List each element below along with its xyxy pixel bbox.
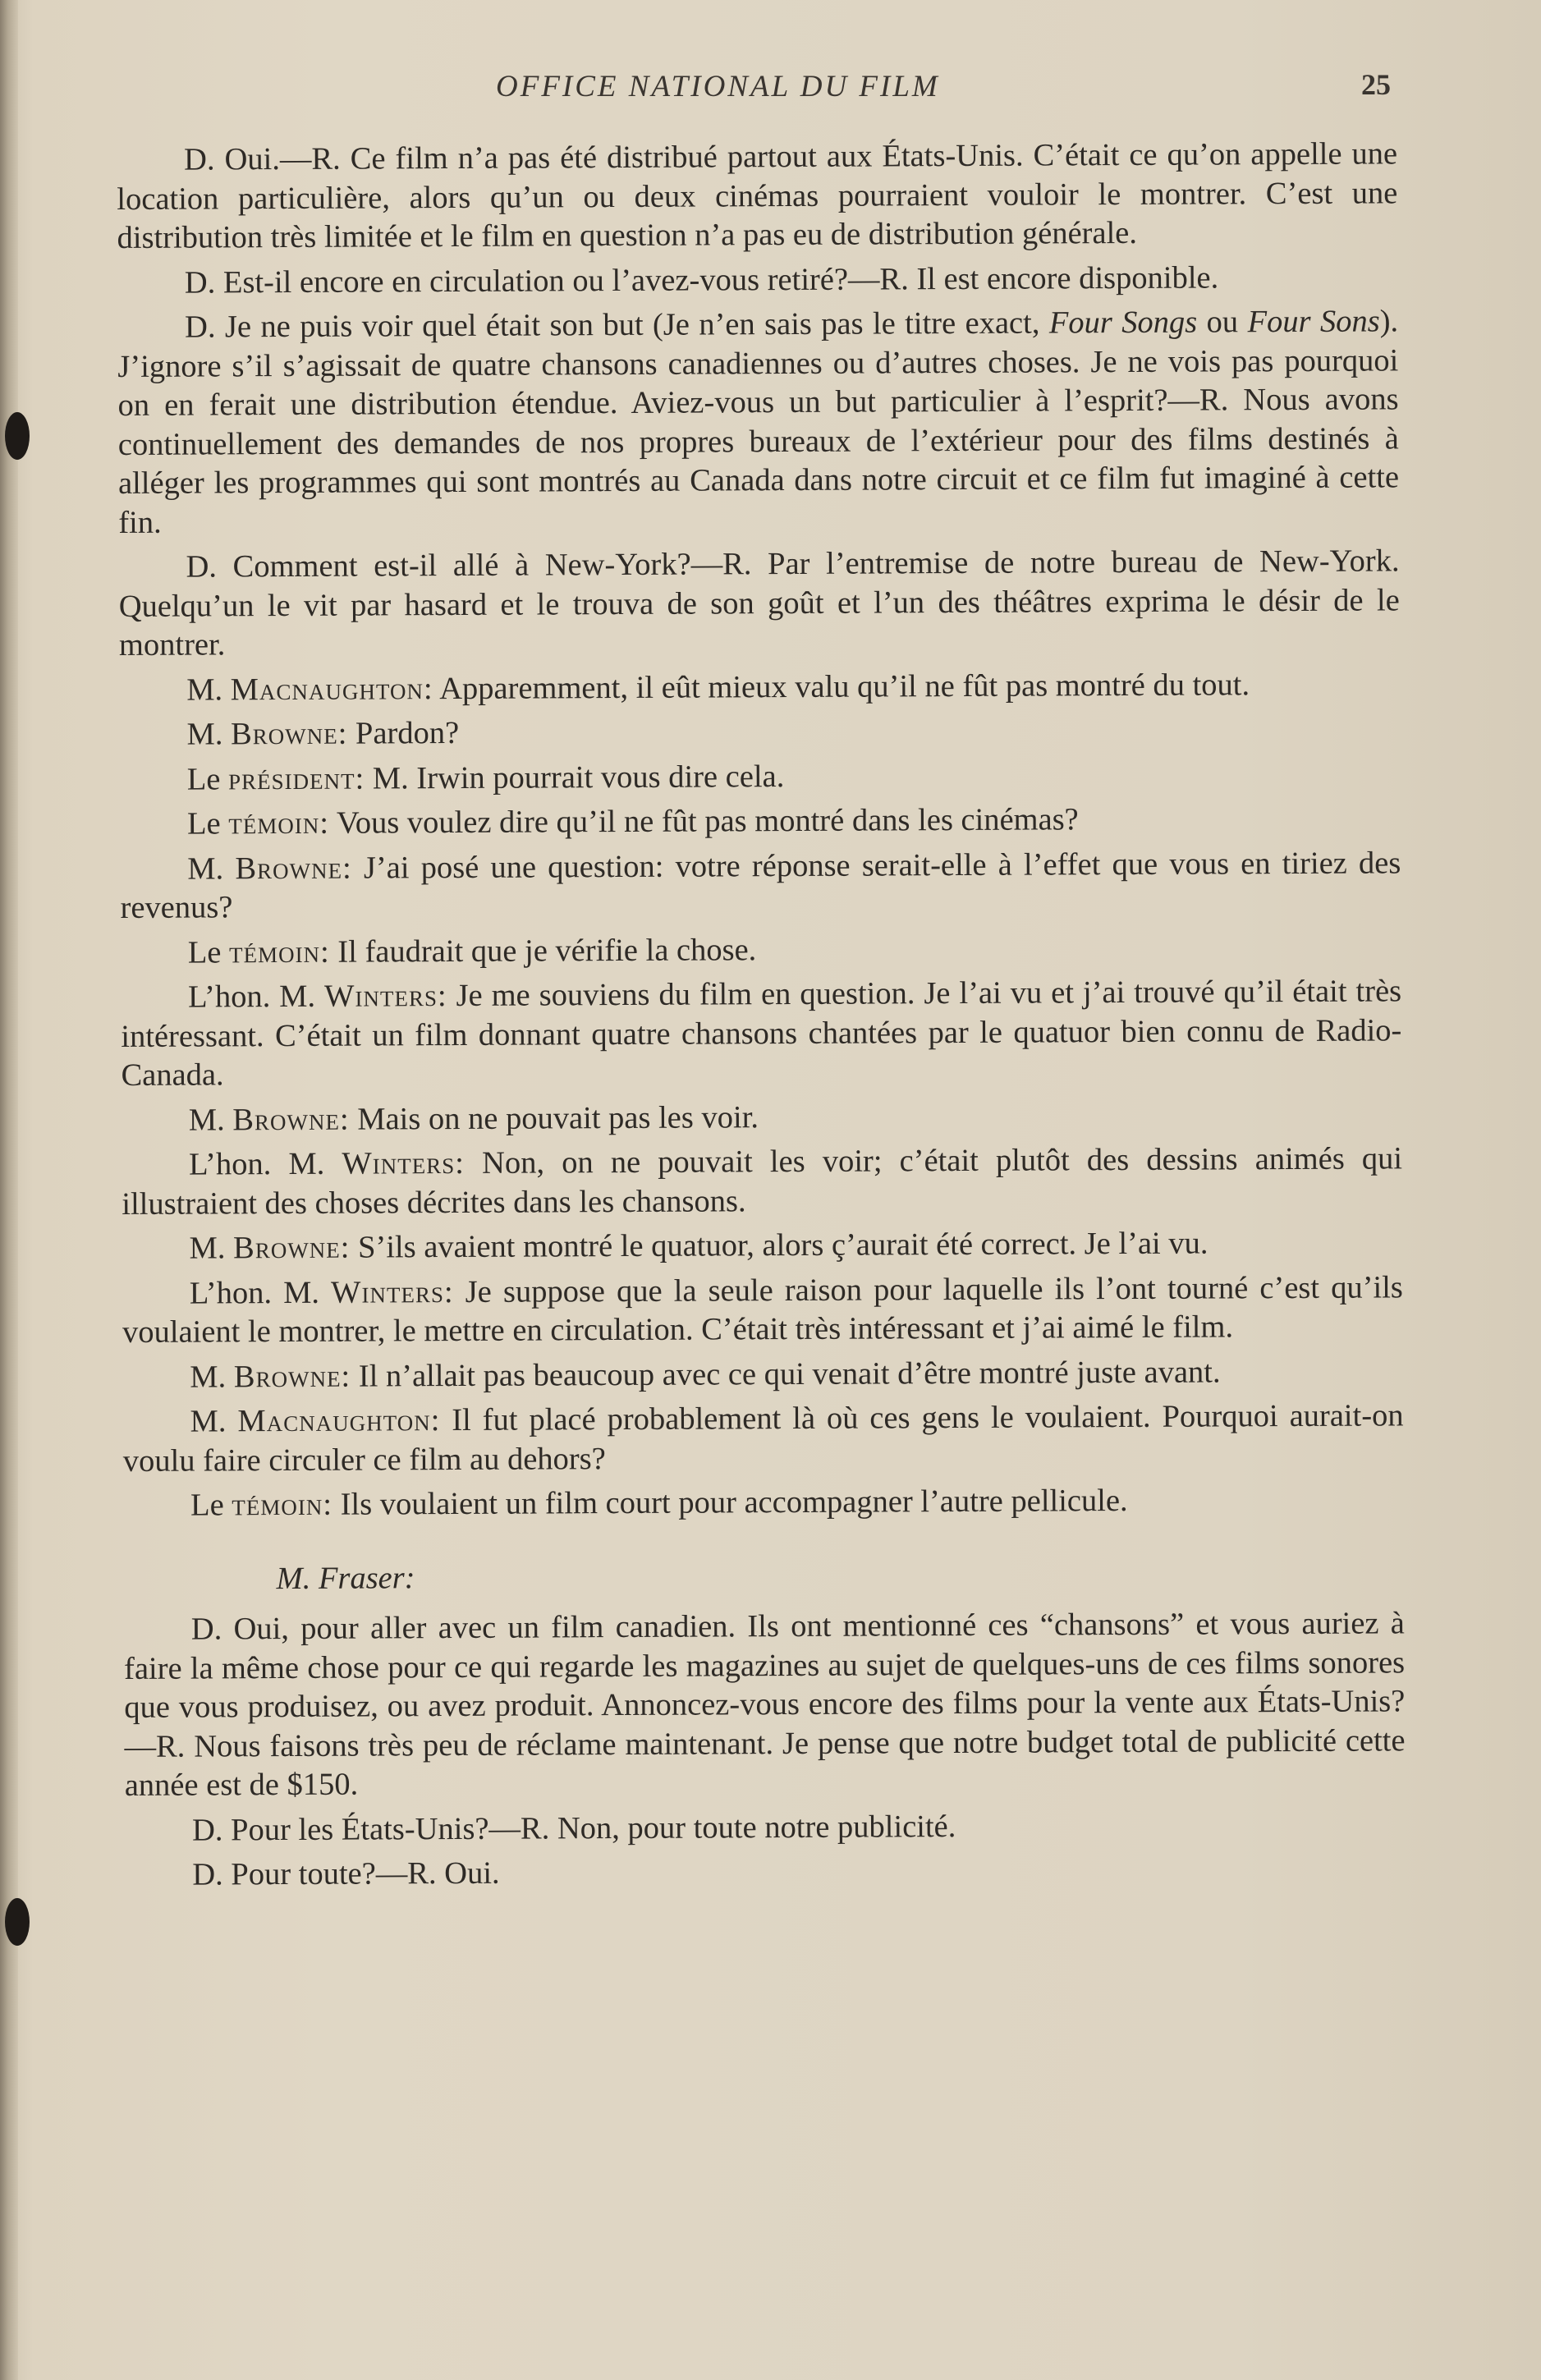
dialogue-paragraph: [120, 754, 1401, 800]
dialogue-text: M. Irwin pourrait vous dire cela.: [365, 759, 785, 796]
speaker-name: Winters:: [323, 979, 447, 1014]
dialogue-paragraph: [120, 844, 1401, 929]
speaker-name: témoin:: [228, 805, 330, 841]
paragraph: [117, 302, 1399, 543]
speaker-name: Macnaughton:: [230, 671, 433, 707]
dialogue-paragraph: [121, 972, 1402, 1095]
section-heading: M. Fraser:: [276, 1560, 415, 1596]
dialogue-text: Il fut placé probablement là où ces gens le voulaient. Pourquoi aurait-on voulu faire circuler ce film au dehors?: [122, 1398, 1404, 1479]
dialogue-text: S’ils avaient montré le quatuor, alors ç’aurait été correct. Je l’ai vu.: [350, 1226, 1208, 1265]
dialogue-paragraph: [122, 1140, 1402, 1224]
page-number: 25: [1361, 68, 1391, 101]
speaker-name: Browne:: [232, 1102, 350, 1137]
dialogue-text: Apparemment, il eût mieux valu qu’il ne fût pas montré du tout.: [433, 667, 1250, 706]
paragraph-text: ou: [1197, 305, 1248, 340]
speaker-prefix: Le: [186, 806, 229, 841]
paragraph: D. Comment est-il allé à New-York?—R. Par l’entremise de notre bureau de New-York. Quelqu’un le vit par hasard et le trouva de son goût et l’un des théâtres exprima le désir de le montrer.: [118, 543, 1400, 663]
dialogue-paragraph: [122, 1352, 1403, 1397]
speaker-name: Browne:: [235, 851, 352, 886]
dialogue-paragraph: [123, 1396, 1404, 1481]
dialogue-paragraph: [122, 1268, 1403, 1353]
speaker-prefix: M.: [186, 672, 231, 708]
dialogue-paragraph: [121, 928, 1401, 973]
binder-hole-bottom: [5, 1898, 30, 1946]
dialogue-paragraph: [119, 709, 1400, 754]
speaker-name: président:: [227, 761, 365, 796]
dialogue-text: Ils voulaient un film court pour accompagner l’autre pellicule.: [332, 1483, 1128, 1522]
binder-hole-top: [5, 412, 30, 460]
speaker-prefix: M.: [187, 851, 236, 887]
paragraph: D. Oui, pour aller avec un film canadien. Ils ont mentionné ces “chansons” et vous auriez à faire la même chose pour ce qui regarde les magazines au sujet de quelques-uns de ces films sonores que vous produisez, ou avez produit. Annoncez-vous encore des films pour la vente aux États-Unis?—R. Nous faisons très peu de réclame maintenant. Je pense que notre budget total de publicité cette année est de $150.: [123, 1606, 1406, 1803]
speaker-name: Browne:: [230, 716, 348, 752]
speaker-name: témoin:: [232, 1487, 333, 1523]
running-title: OFFICE NATIONAL DU FILM: [496, 70, 940, 103]
dialogue-text: Je me souviens du film en question. Je l’ai vu et j’ai trouvé qu’il était très intéressant. C’était un film donnant quatre chansons chantées par le quatuor bien connu de Radio-Canada.: [121, 974, 1402, 1093]
speaker-name: Browne:: [232, 1230, 351, 1266]
speaker-prefix: M.: [186, 717, 232, 752]
paragraph: D. Est-il encore en circulation ou l’avez-vous retiré?—R. Il est encore disponible.: [184, 259, 1219, 300]
dialogue-text: Mais on ne pouvait pas les voir.: [349, 1099, 759, 1137]
speaker-prefix: Le: [190, 1488, 232, 1523]
speaker-prefix: Le: [186, 761, 229, 797]
speaker-prefix: L’hon. M.: [189, 1275, 332, 1311]
paragraph-text: D. Je ne puis voir quel était son but (Je n’en sais pas le titre exact,: [185, 305, 1049, 345]
speaker-name: Browne:: [233, 1359, 351, 1394]
paragraph: D. Oui.—R. Ce film n’a pas été distribué partout aux États-Unis. C’était ce qu’on appelle une location particulière, alors qu’un ou deux cinémas pourraient vouloir le montrer. C’est une distribution très limitée et le film en question n’a pas eu de distribution générale.: [117, 136, 1398, 255]
dialogue-paragraph: [122, 1223, 1402, 1268]
dialogue-paragraph: [120, 799, 1401, 844]
film-title-italic: Four Sons: [1247, 304, 1380, 340]
dialogue-text: Vous voulez dire qu’il ne fût pas montré dans les cinémas?: [328, 802, 1079, 841]
speaker-name: Macnaughton:: [237, 1403, 441, 1439]
speaker-prefix: M.: [190, 1404, 238, 1439]
paragraph: D. Pour les États-Unis?—R. Non, pour toute notre publicité.: [191, 1809, 956, 1848]
dialogue-text: J’ai posé une question: votre réponse serait-elle à l’effet que vous en tiriez des revenus?: [120, 845, 1401, 925]
speaker-name: Winters:: [342, 1145, 466, 1181]
speaker-name: Winters:: [330, 1274, 454, 1310]
body-text: [117, 135, 1406, 1901]
dialogue-text: Non, on ne pouvait les voir; c’était plutôt des dessins animés qui illustraient des choses décrites dans les chansons.: [122, 1141, 1403, 1222]
dialogue-paragraph: [123, 1480, 1404, 1525]
dialogue-paragraph: [119, 665, 1400, 710]
dialogue-text: Il faudrait que je vérifie la chose.: [329, 932, 757, 970]
speaker-prefix: L’hon. M.: [187, 979, 325, 1015]
speaker-prefix: M.: [190, 1359, 234, 1395]
film-title-italic: Four Songs: [1048, 305, 1198, 341]
paragraph-text: ). J’ignore s’il s’agissait de quatre chansons canadiennes ou d’autres choses. Je ne vois pas pourquoi on en ferait une distribution étendue. Aviez-vous un but particulier à l’esprit?—R. Nous avons continuellement des demandes de nos propres bureaux de l’extérieur pour des films destinés à alléger les programmes qui sont montrés au Canada dans notre circuit et ce film fut imaginé à cette fin.: [117, 304, 1400, 540]
speaker-prefix: L’hon. M.: [188, 1146, 342, 1182]
dialogue-text: Il n’allait pas beaucoup avec ce qui venait d’être montré juste avant.: [351, 1354, 1221, 1394]
speaker-prefix: Le: [187, 934, 230, 970]
dialogue-text: Pardon?: [347, 715, 460, 751]
binding-edge: [0, 0, 18, 2380]
paragraph: D. Pour toute?—R. Oui.: [192, 1855, 500, 1892]
dialogue-paragraph: [122, 1095, 1402, 1140]
speaker-prefix: M.: [189, 1231, 234, 1266]
speaker-prefix: M.: [188, 1102, 233, 1138]
speaker-name: témoin:: [228, 934, 330, 970]
dialogue-text: Je suppose que la seule raison pour laquelle ils l’ont tourné c’est qu’ils voulaient le montrer, le mettre en circulation. C’était très intéressant et j’ai aimé le film.: [122, 1269, 1403, 1350]
